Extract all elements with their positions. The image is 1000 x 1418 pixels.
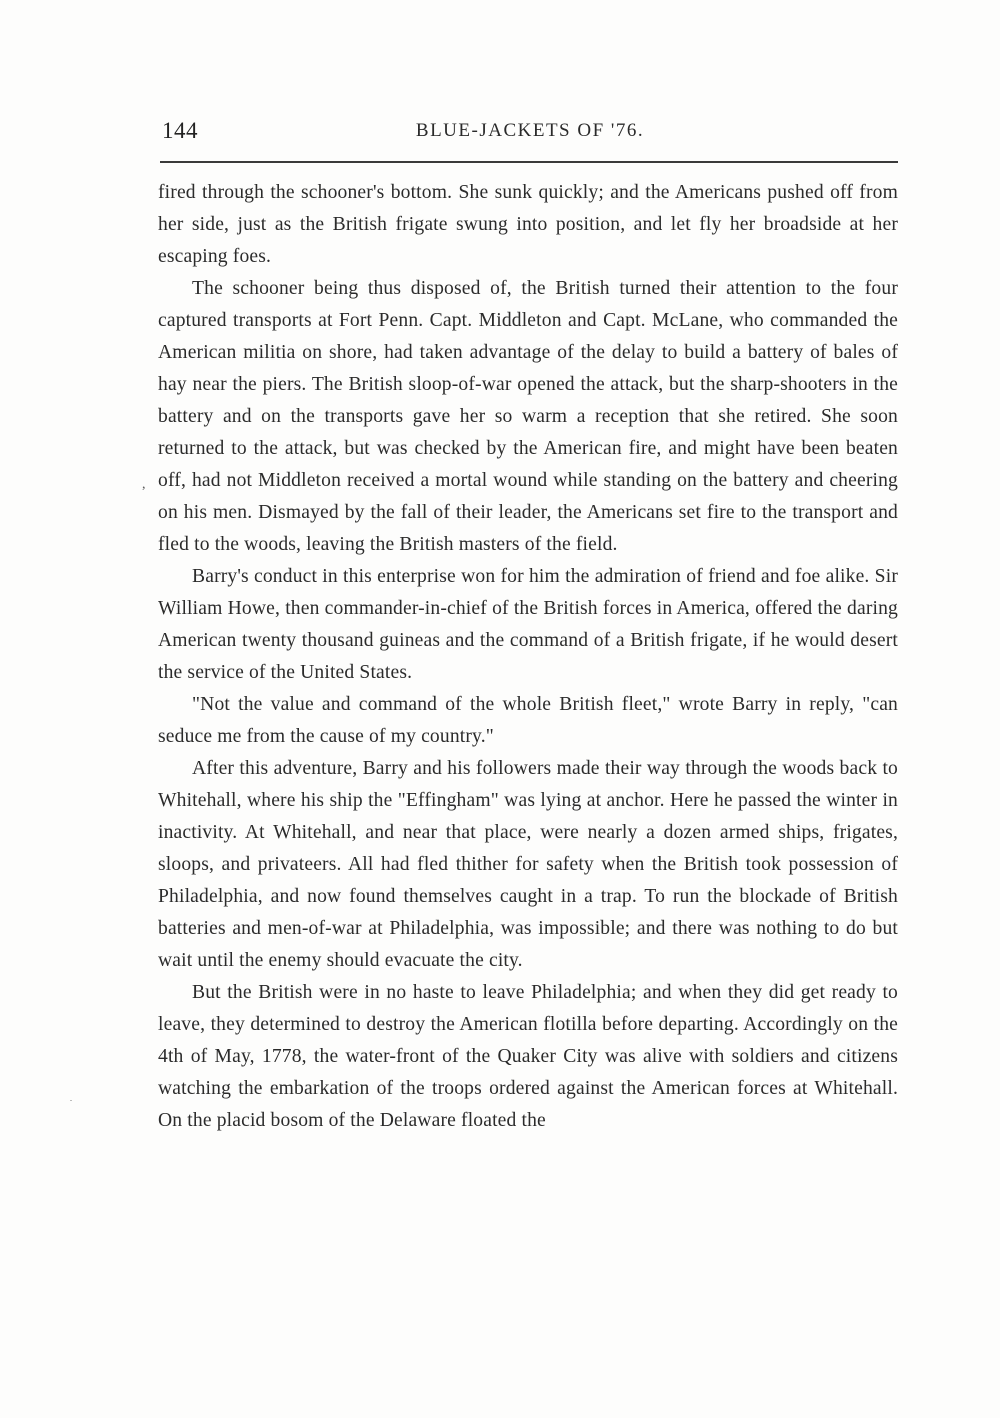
- page-number: 144: [162, 118, 198, 143]
- header-rule: [160, 161, 898, 163]
- page-header: [162, 118, 898, 152]
- body-text: [158, 177, 898, 1137]
- paragraph-6: But the British were in no haste to leave Philadelphia; and when they did get ready to leave, they determined to destroy the American flotilla before departing. Accordingly on the 4th of May, 1778, the water-front of the Quaker City was alive with soldiers and citizens watching the embarkation of the troops ordered against the American forces at Whitehall. On the placid bosom of the Delaware floated the: [158, 982, 898, 1131]
- paragraph-1: fired through the schooner's bottom. She sunk quickly; and the Americans pushed off from her side, just as the British frigate swung into position, and let fly her broadside at her escaping foes.: [158, 182, 898, 267]
- margin-speck: .: [70, 1094, 72, 1103]
- paragraph-3: Barry's conduct in this enterprise won for him the admiration of friend and foe alike. Sir William Howe, then commander-in-chief of the British forces in America, offered the daring American twenty thousand guineas and the command of a British frigate, if he would desert the service of the United States.: [158, 566, 898, 683]
- paragraph-2: The schooner being thus disposed of, the British turned their attention to the four captured transports at Fort Penn. Capt. Middleton and Capt. McLane, who commanded the American militia on shore, had taken advantage of the delay to build a battery of bales of hay near the piers. The British sloop-of-war opened the attack, but the sharp-shooters in the battery and on the transports gave her so warm a reception that she retired. She soon returned to the attack, but was checked by the American fire, and might have been beaten off, had not Middleton received a mortal wound while standing on the battery and cheering on his men. Dismayed by the fall of their leader, the Americans set fire to the transport and fled to the woods, leaving the British masters of the field.: [158, 278, 898, 555]
- paragraph-5: After this adventure, Barry and his followers made their way through the woods back to Whitehall, where his ship the "Effingham" was lying at anchor. Here he passed the winter in inactivity. At Whitehall, and near that place, were nearly a dozen armed ships, frigates, sloops, and privateers. All had fled thither for safety when the British took possession of Philadelphia, and now found themselves caught in a trap. To run the blockade of British batteries and men-of-war at Philadelphia, was impossible; and there was nothing to do but wait until the enemy should evacuate the city.: [158, 758, 898, 971]
- margin-speck: ,: [142, 477, 146, 492]
- running-head: BLUE-JACKETS OF '76.: [415, 120, 645, 141]
- paragraph-4: "Not the value and command of the whole British fleet," wrote Barry in reply, "can seduce me from the cause of my country.": [158, 694, 898, 747]
